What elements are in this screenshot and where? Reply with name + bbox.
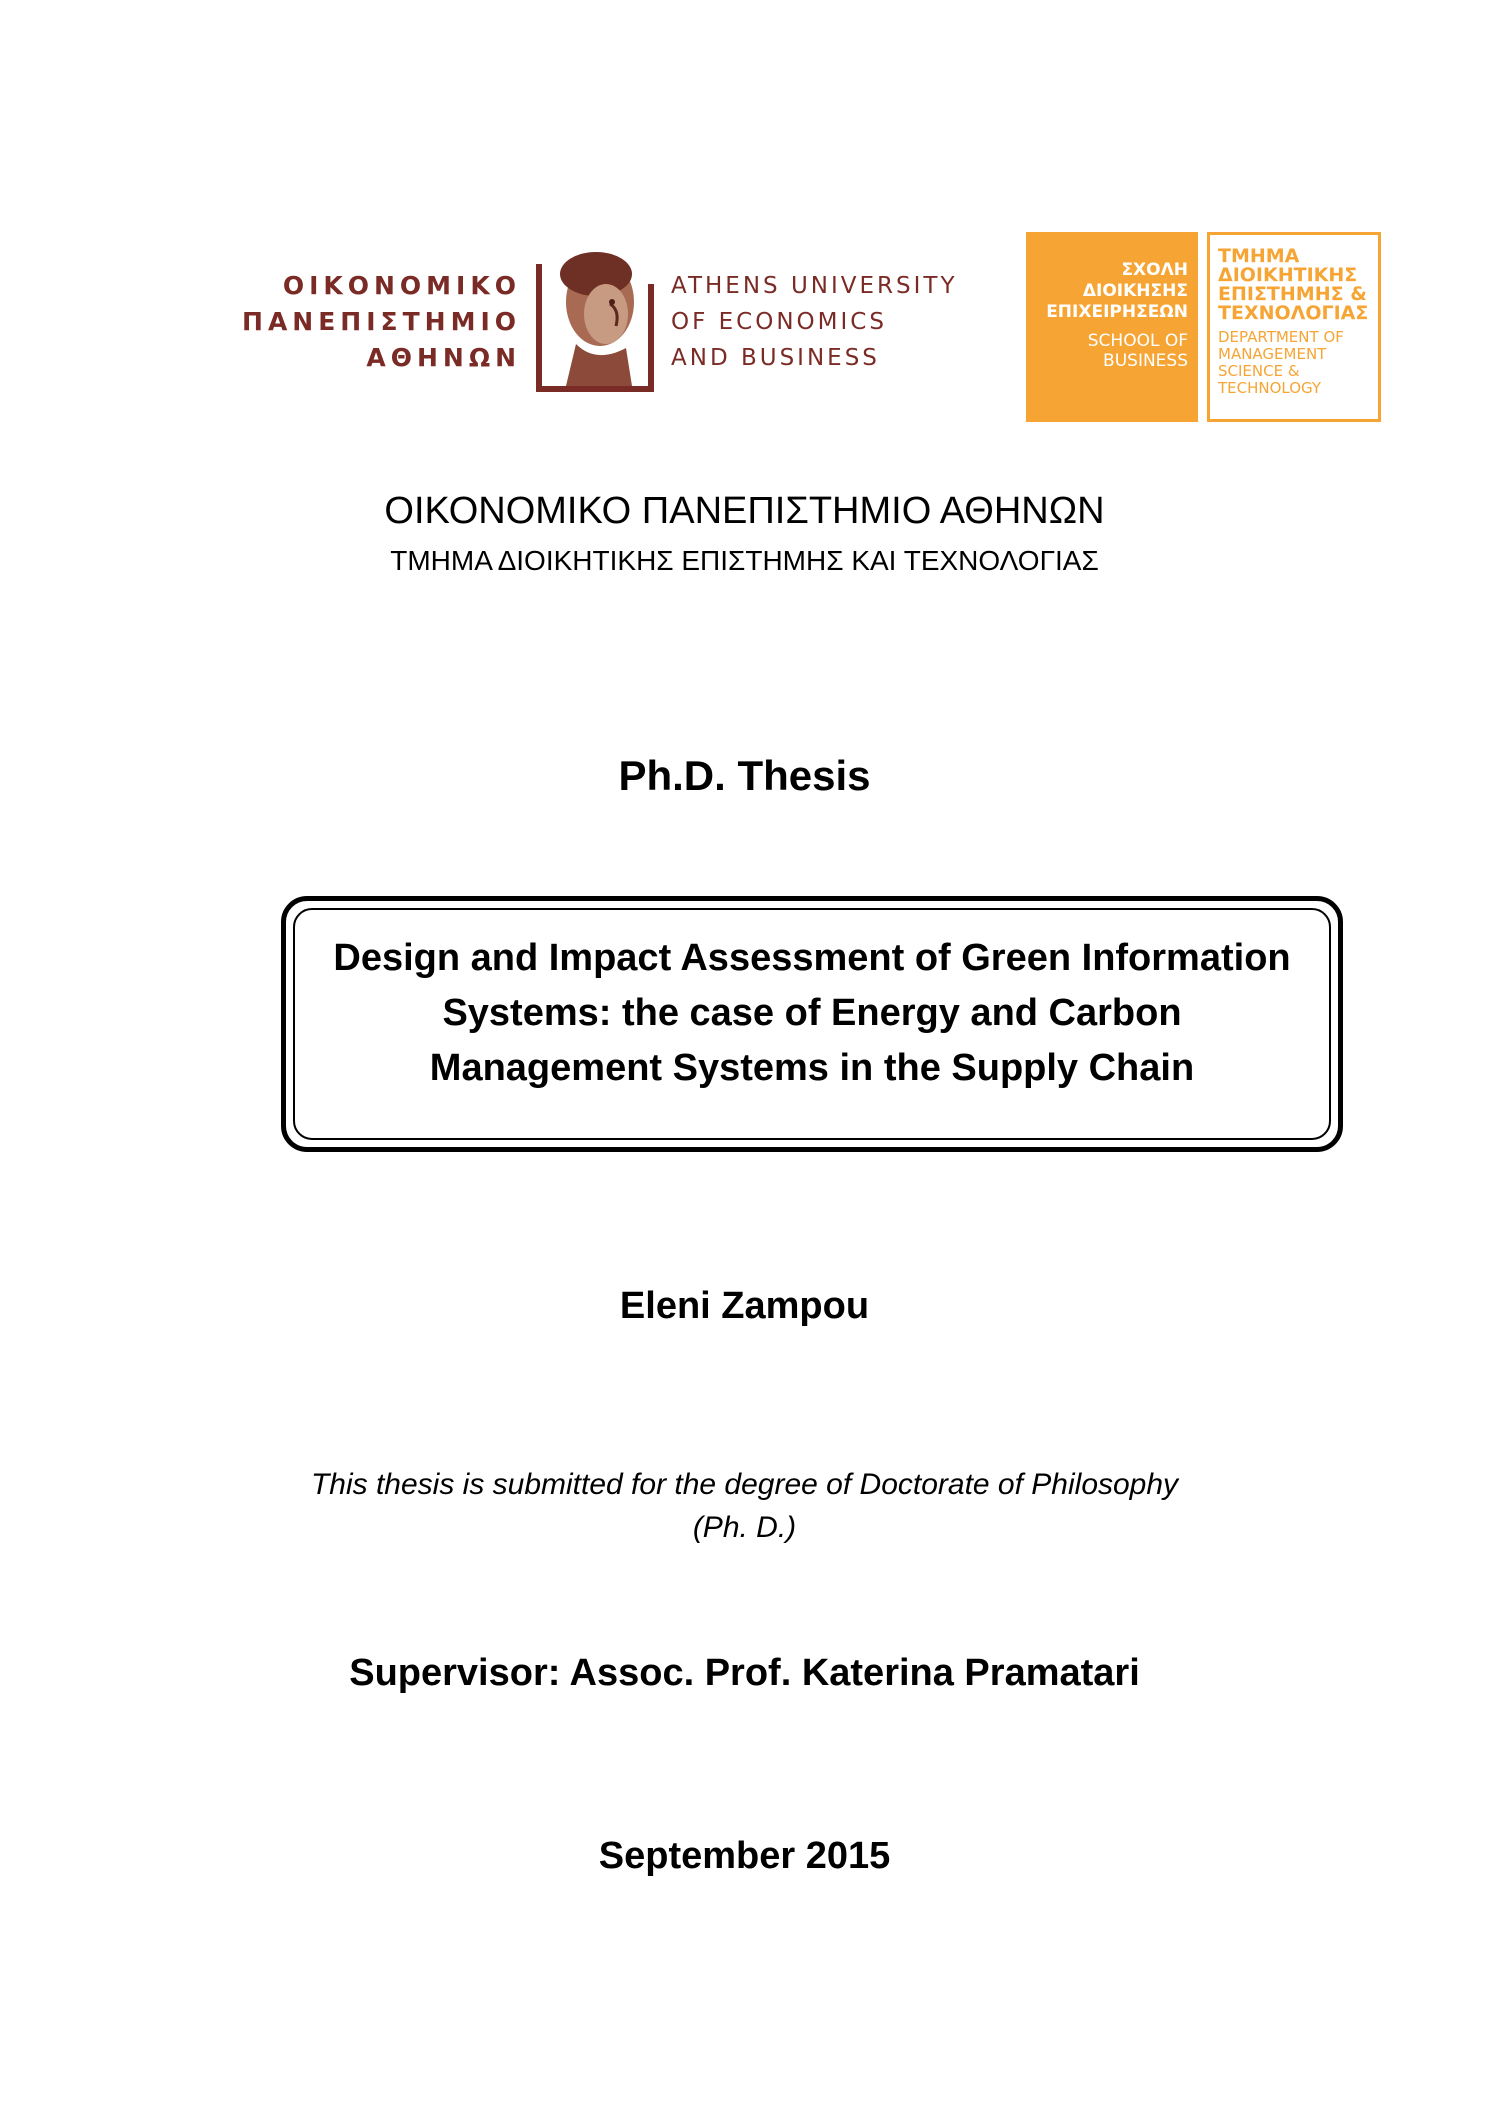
aueb-english-line-1: ATHENS UNIVERSITY [671, 273, 958, 299]
school-english-line-2: BUSINESS [1103, 351, 1188, 371]
school-greek-line-2: ΔΙΟΙΚΗΣΗΣ [1082, 281, 1188, 301]
degree-statement [0, 1463, 1489, 1549]
school-greek-line-3: ΕΠΙΧΕΙΡΗΣΕΩΝ [1046, 302, 1188, 322]
thesis-title [286, 931, 1338, 1096]
bust-emblem-icon [536, 244, 656, 394]
aueb-english-line-3: AND BUSINESS [671, 345, 880, 371]
school-greek-line-1: ΣΧΟΛΗ [1121, 260, 1188, 280]
dept-greek-line-4: ΤΕΧΝΟΛΟΓΙΑΣ [1218, 302, 1369, 324]
submission-date: September 2015 [598, 1835, 891, 1877]
school-of-business-logo [1026, 232, 1198, 422]
aueb-english-line-2: OF ECONOMICS [671, 309, 887, 335]
department-name: ΤΜΗΜΑ ΔΙΟΙΚΗΤΙΚΗΣ ΕΠΙΣΤΗΜΗΣ ΚΑΙ ΤΕΧΝΟΛΟΓΙΑΣ [390, 545, 1099, 576]
author-name: Eleni Zampou [619, 1285, 870, 1327]
thesis-title-box [281, 896, 1343, 1152]
aueb-greek-line-1: ΟΙΚΟΝΟΜΙΚΟ [282, 271, 521, 300]
supervisor: Supervisor: Assoc. Prof. Katerina Pramatari [349, 1652, 1140, 1694]
aueb-greek-line-3: ΑΘΗΝΩΝ [366, 343, 521, 372]
aueb-greek-line-2: ΠΑΝΕΠΙΣΤΗΜΙΟ [242, 307, 521, 336]
thesis-title-line-2: Systems: the case of Energy and Carbon [442, 992, 1182, 1034]
degree-statement-line-1: This thesis is submitted for the degree of Doctorate of Philosophy [310, 1468, 1179, 1501]
university-name: ΟΙΚΟΝΟΜΙΚΟ ΠΑΝΕΠΙΣΤΗΜΙΟ ΑΘΗΝΩΝ [384, 490, 1105, 532]
school-english-line-1: SCHOOL OF [1087, 331, 1188, 351]
dept-english-text [1218, 329, 1378, 397]
department-logo [1207, 232, 1381, 422]
thesis-title-line-3: Management Systems in the Supply Chain [429, 1047, 1195, 1089]
aueb-logo-greek-text [242, 268, 521, 376]
thesis-title-line-1: Design and Impact Assessment of Green Information [333, 937, 1291, 979]
school-english-text [1026, 331, 1188, 371]
dept-english-line-4: TECHNOLOGY [1218, 379, 1322, 397]
aueb-logo-english-text [671, 268, 958, 376]
dept-english-line-3: SCIENCE & [1218, 362, 1300, 380]
dept-greek-line-1: ΤΜΗΜΑ [1218, 245, 1300, 267]
dept-greek-line-2: ΔΙΟΙΚΗΤΙΚΗΣ [1218, 264, 1358, 286]
dept-greek-line-3: ΕΠΙΣΤΗΜΗΣ & [1218, 283, 1367, 305]
degree-statement-line-2: (Ph. D.) [692, 1511, 797, 1544]
thesis-type: Ph.D. Thesis [618, 752, 871, 799]
dept-english-line-1: DEPARTMENT OF [1218, 328, 1344, 346]
dept-english-line-2: MANAGEMENT [1218, 345, 1327, 363]
